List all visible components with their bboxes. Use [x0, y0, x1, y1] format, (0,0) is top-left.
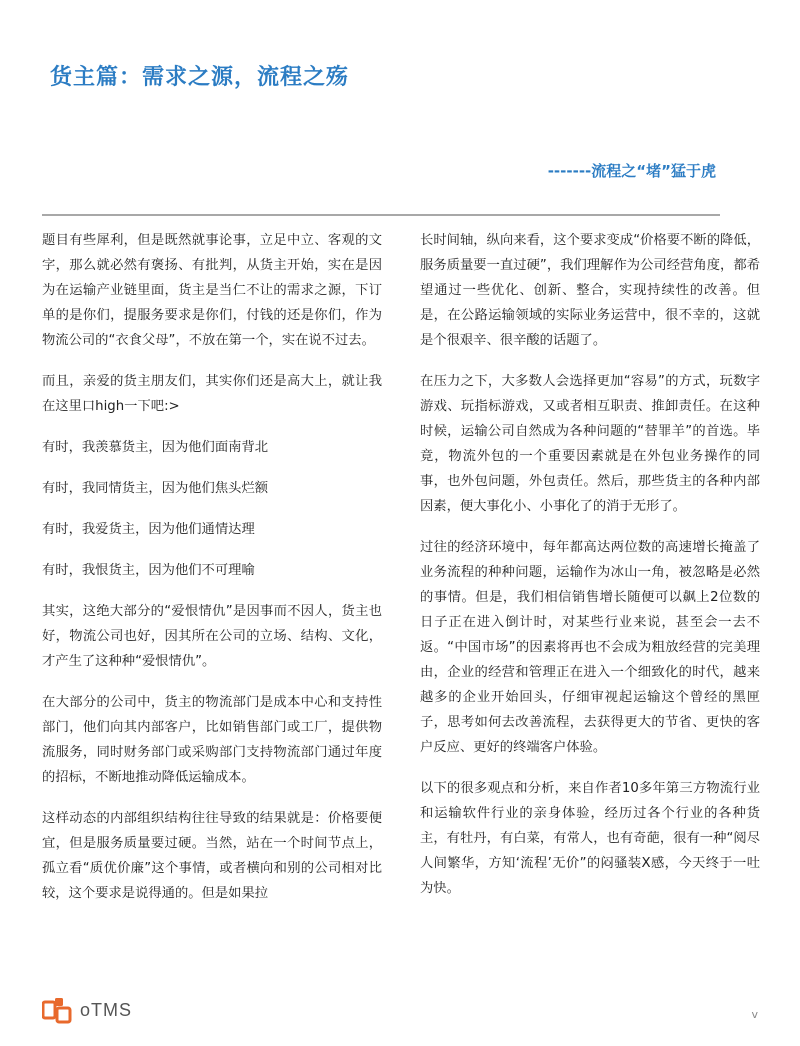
paragraph: 在大部分的公司中，货主的物流部门是成本中心和支持性部门，他们向其内部客户，比如销售部门或工厂，提供物流服务，同时财务部门或采购部门支持物流部门通过年度的招标，不断地推动降低运输成本。	[42, 695, 382, 785]
paragraph: 以下的很多观点和分析，来自作者10多年第三方物流行业和运输软件行业的亲身体验，经历过各个行业的各种货主，有牡丹，有白菜，有常人，也有奇葩，很有一种“阅尽人间繁华，方知‘流程’无价”的闷骚装X感，今天终于一吐为快。	[420, 781, 760, 896]
paragraph: 有时，我羡慕货主，因为他们面南背北	[42, 440, 269, 455]
paragraph: 在压力之下，大多数人会选择更加“容易”的方式，玩数字游戏、玩指标游戏，又或者相互职责、推卸责任。在这种时候，运输公司自然成为各种问题的“替罪羊”的首选。毕竟，物流外包的一个重要因素就是在外包业务操作的同事，也外包问题，外包责任。然后，那些货主的各种内部因素，便大事化小、小事化了的消于无形了。	[420, 374, 760, 514]
paragraph: 长时间轴，纵向来看，这个要求变成“价格要不断的降低，服务质量要一直过硬”，我们理解作为公司经营角度，都希望通过一些优化、创新、整合，实现持续性的改善。但是，在公路运输领域的实际业务运营中，很不幸的，这就是个很艰辛、很辛酸的话题了。	[420, 233, 760, 348]
paragraph: 这样动态的内部组织结构往往导致的结果就是：价格要便宜，但是服务质量要过硬。当然，站在一个时间节点上，孤立看“质优价廉”这个事情，或者横向和别的公司相对比较，这个要求是说得通的。但是如果拉	[42, 811, 382, 901]
page-number: v	[751, 1008, 758, 1021]
left-column	[42, 228, 382, 922]
otms-logo-icon	[42, 996, 72, 1024]
paragraph: 题目有些犀利，但是既然就事论事，立足中立、客观的文字，那么就必然有褒扬、有批判，从货主开始，实在是因为在运输产业链里面，货主是当仁不让的需求之源，下订单的是你们，提服务要求是你们，付钱的还是你们，作为物流公司的“衣食父母”，不放在第一个，实在说不过去。	[42, 233, 382, 348]
right-column	[420, 228, 760, 917]
paragraph: 其实，这绝大部分的“爱恨情仇”是因事而不因人，货主也好，物流公司也好，因其所在公司的立场、结构、文化，才产生了这种种“爱恨情仇”。	[42, 604, 382, 669]
section-subtitle: -------流程之“堵”猛于虎	[547, 162, 716, 180]
footer-logo	[42, 996, 132, 1024]
paragraph: 有时，我恨货主，因为他们不可理喻	[42, 563, 255, 578]
paragraph: 过往的经济环境中，每年都高达两位数的高速增长掩盖了业务流程的种种问题，运输作为冰山一角，被忽略是必然的事情。但是，我们相信销售增长随便可以飙上2位数的日子正在进入倒计时，对某些行业来说，甚至会一去不返。“中国市场”的因素将再也不会成为粗放经营的完美理由，企业的经营和管理正在进入一个细致化的时代，越来越多的企业开始回头，仔细审视起运输这个曾经的黑匣子，思考如何去改善流程，去获得更大的节省、更快的客户反应、更好的终端客户体验。	[420, 540, 760, 755]
paragraph: 有时，我同情货主，因为他们焦头烂额	[42, 481, 269, 496]
paragraph: 而且，亲爱的货主朋友们，其实你们还是高大上，就让我在这里口high一下吧:>	[42, 374, 382, 414]
divider	[42, 214, 720, 216]
paragraph: 有时，我爱货主，因为他们通情达理	[42, 522, 255, 537]
logo-text: oTMS	[80, 999, 133, 1020]
page-title: 货主篇：需求之源，流程之殇	[50, 65, 350, 90]
